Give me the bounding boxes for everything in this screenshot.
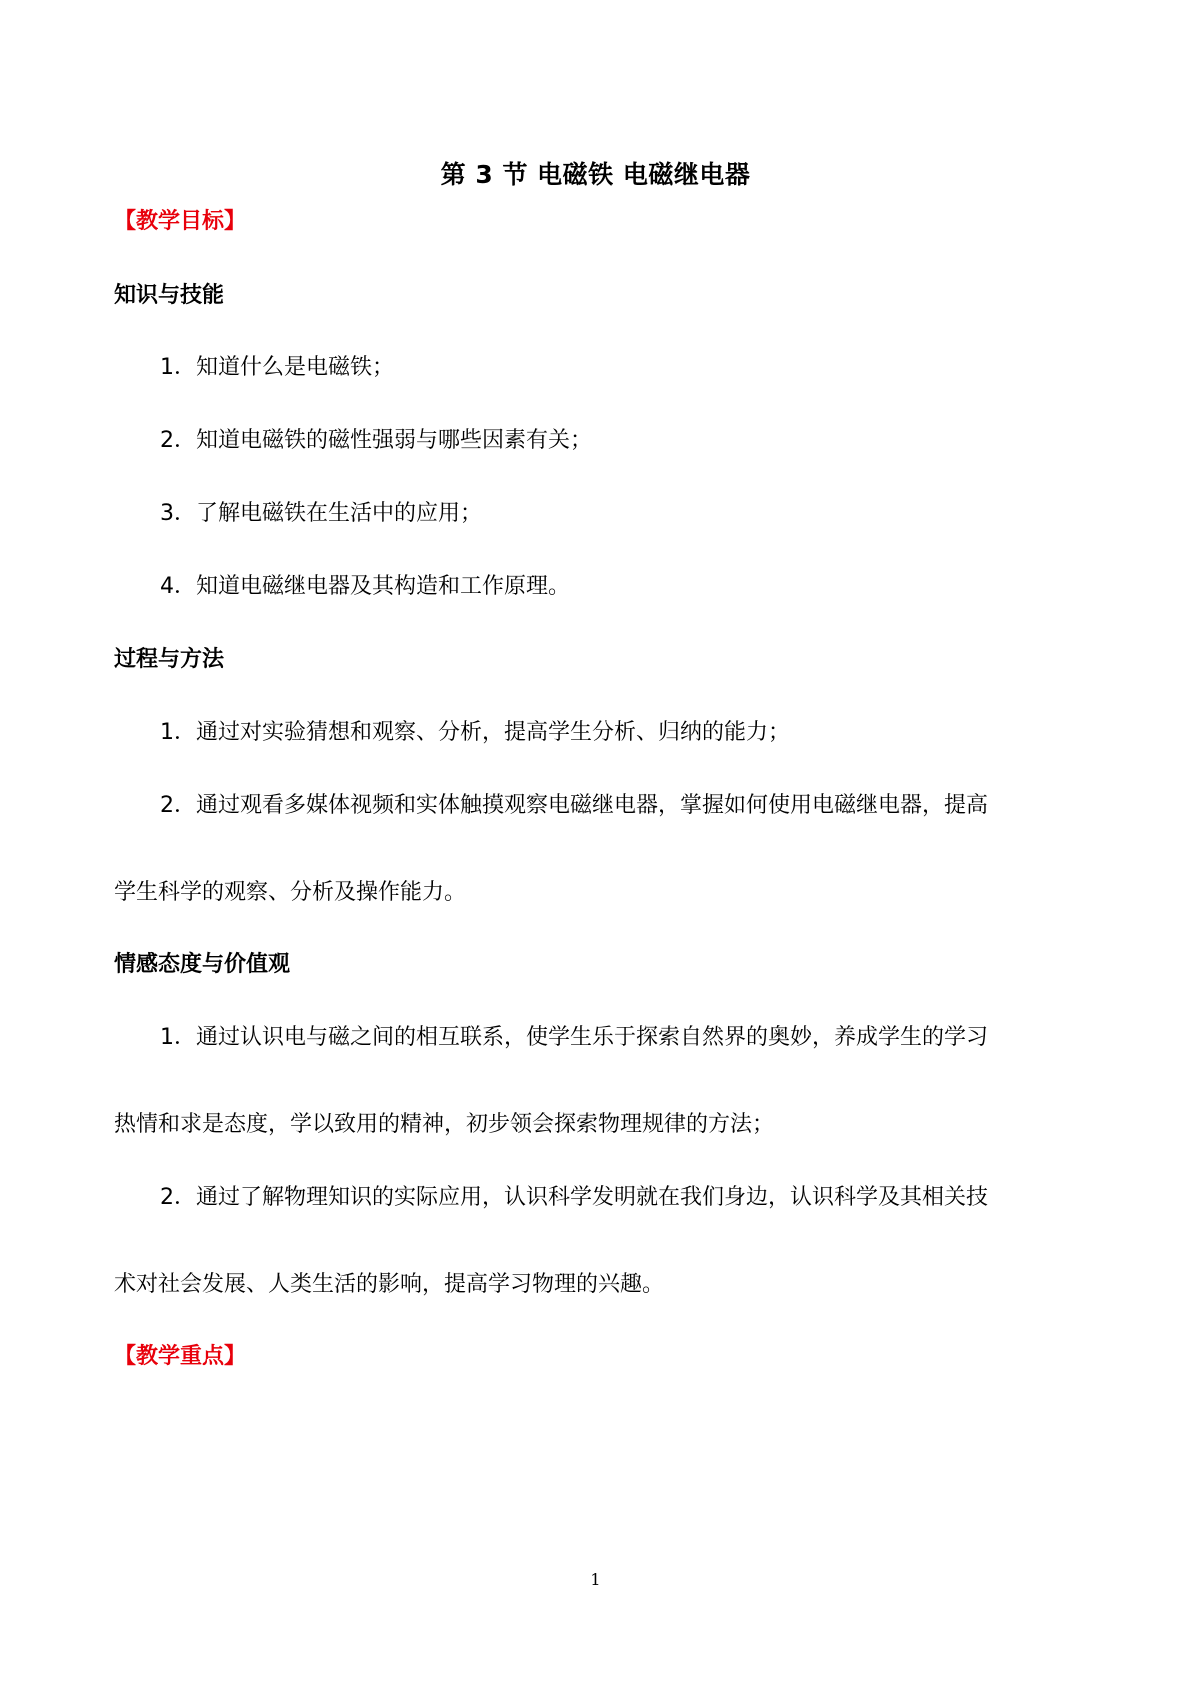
attitude-values-heading: 情感态度与价值观 <box>114 952 291 977</box>
attitude-item-1-continuation: 热情和求是态度，学以致用的精神，初步领会探索物理规律的方法； <box>114 1112 775 1137</box>
knowledge-item-4: 4．知道电磁继电器及其构造和工作原理。 <box>160 574 570 599</box>
process-item-1: 1．通过对实验猜想和观察、分析，提高学生分析、归纳的能力； <box>160 720 790 745</box>
attitude-item-2-continuation: 术对社会发展、人类生活的影响，提高学习物理的兴趣。 <box>114 1272 665 1297</box>
knowledge-item-3: 3．了解电磁铁在生活中的应用； <box>160 501 482 526</box>
knowledge-skills-heading: 知识与技能 <box>114 283 225 308</box>
teaching-objectives-heading: 【教学目标】 <box>114 209 247 234</box>
process-methods-heading: 过程与方法 <box>114 647 225 672</box>
knowledge-item-2: 2．知道电磁铁的磁性强弱与哪些因素有关； <box>160 428 592 453</box>
process-item-2-continuation: 学生科学的观察、分析及操作能力。 <box>114 880 467 905</box>
attitude-item-1: 1．通过认识电与磁之间的相互联系，使学生乐于探索自然界的奥妙，养成学生的学习 <box>160 1025 988 1050</box>
attitude-item-2: 2．通过了解物理知识的实际应用，认识科学发明就在我们身边，认识科学及其相关技 <box>160 1185 988 1210</box>
process-item-2: 2．通过观看多媒体视频和实体触摸观察电磁继电器，掌握如何使用电磁继电器，提高 <box>160 793 988 818</box>
teaching-key-points-heading: 【教学重点】 <box>114 1344 247 1369</box>
page-title: 第 3 节 电磁铁 电磁继电器 <box>440 160 751 189</box>
page-number: 1 <box>590 1570 601 1589</box>
knowledge-item-1: 1．知道什么是电磁铁； <box>160 355 394 380</box>
